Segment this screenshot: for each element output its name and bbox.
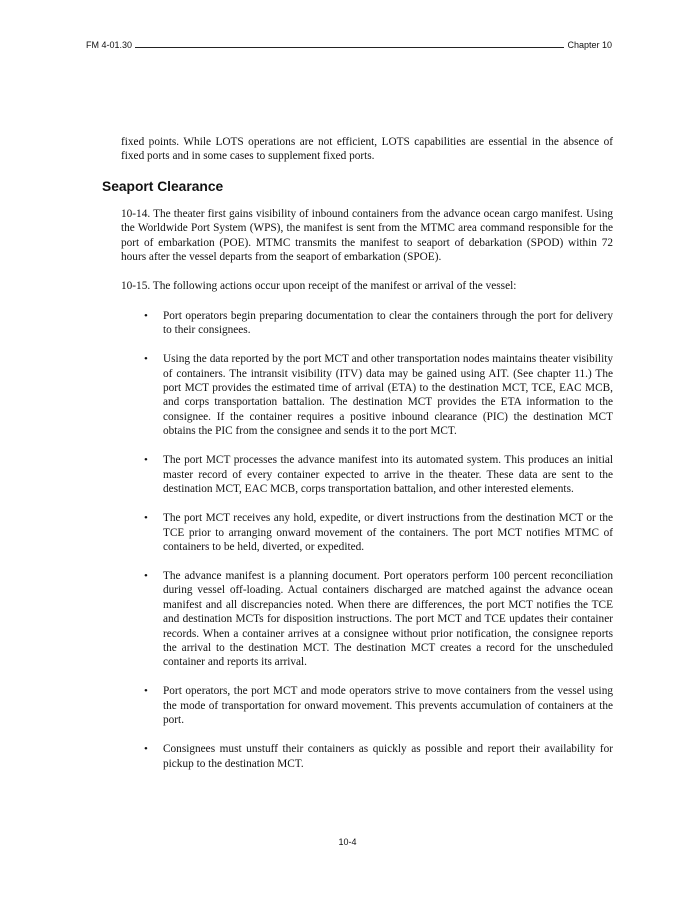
bullet-item: • Port operators, the port MCT and mode operators strive to move containers from the vessel using the mode of transportation for onward movement. This prevents accumulation of containers at the port. [121, 684, 613, 727]
header-rule [135, 47, 564, 48]
header-manual-id: FM 4-01.30 [86, 40, 133, 50]
intro-paragraph: fixed points. While LOTS operations are not efficient, LOTS capabilities are essential in the absence of fixed ports and in some cases to supplement fixed ports. [121, 136, 613, 163]
paragraph-10-14: 10-14. The theater first gains visibility of inbound containers from the advance ocean cargo manifest. Using the Worldwide Port System (WPS), the manifest is sent from the MTMC area command responsible for the port of embarkation (POE). MTMC transmits the manifest to seaport of debarkation (SPOD) within 72 hours after the vessel departs from the seaport of embarkation (SPOE). [121, 207, 613, 264]
page-number: 10-4 [338, 837, 357, 847]
bullet-item: • The advance manifest is a planning document. Port operators perform 100 percent reconciliation during vessel off-loading. Actual containers discharged are matched against the advance ocean manifest and all discrepancies noted. When there are differences, the port MCT notifies the TCE and destination MCTs for disposition instructions. The port MCT and TCE updates their container records. When a container arrives at a consignee without prior notification, the consignee reports the arrival to the destination MCT. The destination MCT creates a record for the unscheduled container and reports its arrival. [121, 569, 613, 670]
paragraph-10-15: 10-15. The following actions occur upon receipt of the manifest or arrival of the vessel: [121, 280, 517, 293]
bullet-item: • Using the data reported by the port MCT and other transportation nodes maintains theater visibility of containers. The intransit visibility (ITV) data may be gained using AIT. (See chapter 11.) The port MCT provides the estimated time of arrival (ETA) to the destination MCT, TCE, EAC MCB, and corps transportation battalion. The destination MCT provides the ETA information to the consignee. If the container requires a positive inbound clearance (PIC) the destination MCT obtains the PIC from the consignee and sends it to the port MCT. [121, 352, 613, 438]
header-chapter: Chapter 10 [567, 40, 612, 50]
bullet-item: • The port MCT processes the advance manifest into its automated system. This produces an initial master record of every container expected to arrive in the theater. These data are sent to the destination MCT, EAC MCB, corps transportation battalion, and other interested elements. [121, 453, 613, 496]
section-heading: Seaport Clearance [102, 178, 224, 194]
page-body [102, 135, 613, 786]
bullet-item: • Port operators begin preparing documentation to clear the containers through the port for delivery to their consignees. [121, 309, 613, 338]
bullet-item: • Consignees must unstuff their containers as quickly as possible and report their availability for pickup to the destination MCT. [121, 742, 613, 771]
actions-bullet-list [121, 309, 613, 771]
bullet-item: • The port MCT receives any hold, expedite, or divert instructions from the destination MCT or the TCE prior to arranging onward movement of the containers. The port MCT notifies MTMC of containers to be held, diverted, or expedited. [121, 511, 613, 554]
page-header [86, 40, 612, 50]
